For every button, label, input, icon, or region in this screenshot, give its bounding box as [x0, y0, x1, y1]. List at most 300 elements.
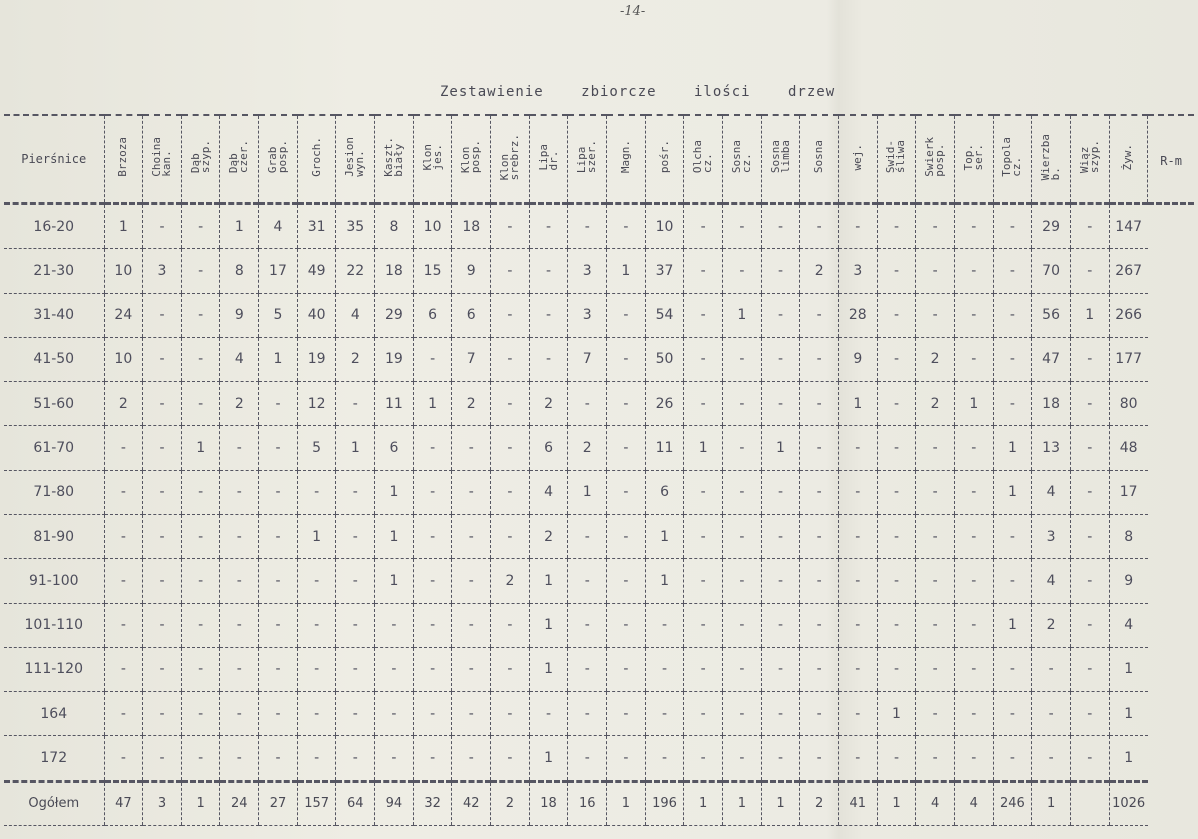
table-cell: - — [993, 559, 1032, 603]
table-cell: - — [259, 736, 298, 781]
table-cell: 17 — [1109, 470, 1148, 514]
table-cell: - — [452, 559, 491, 603]
table-cell: - — [838, 514, 877, 558]
table-cell: - — [529, 337, 568, 381]
table-cell: 7 — [452, 337, 491, 381]
table-cell: 3 — [568, 293, 607, 337]
table-cell: 29 — [1032, 204, 1071, 249]
table-cell: - — [877, 426, 916, 470]
row-label: 111-120 — [4, 647, 104, 691]
column-header — [181, 115, 220, 204]
table-cell: - — [761, 736, 800, 781]
table-body — [4, 204, 1194, 826]
table-cell: - — [491, 249, 530, 293]
table-cell: 37 — [645, 249, 684, 293]
table-cell: - — [877, 514, 916, 558]
column-header-label: Lipa dr. — [536, 143, 560, 171]
table-cell: 2 — [916, 382, 955, 426]
total-cell: 18 — [529, 781, 568, 825]
table-cell: - — [375, 692, 414, 736]
table-cell: - — [452, 736, 491, 781]
table-cell: 2 — [529, 382, 568, 426]
table-cell: 9 — [838, 337, 877, 381]
table-title: Zestawienie zbiorcze ilości drzew — [440, 84, 836, 100]
table-cell: - — [1070, 426, 1109, 470]
table-cell: - — [993, 382, 1032, 426]
table-cell: 18 — [375, 249, 414, 293]
table-cell: 4 — [1032, 559, 1071, 603]
column-header-label: Klon posp. — [459, 140, 483, 174]
row-label: 71-80 — [4, 470, 104, 514]
table-cell: - — [104, 736, 143, 781]
column-header — [452, 115, 491, 204]
table-cell: - — [220, 559, 259, 603]
table-cell: - — [529, 204, 568, 249]
table-cell: - — [800, 426, 839, 470]
table-row — [4, 692, 1194, 736]
total-cell: 1 — [723, 781, 762, 825]
total-cell: 27 — [259, 781, 298, 825]
table-cell: - — [452, 470, 491, 514]
column-header-label: Klon srebrz. — [497, 133, 521, 181]
table-cell: - — [491, 692, 530, 736]
table-cell: - — [916, 603, 955, 647]
table-row — [4, 559, 1194, 603]
row-label: 101-110 — [4, 603, 104, 647]
column-header-label: Swid- śliwa — [884, 140, 908, 174]
column-header — [800, 115, 839, 204]
table-cell: 6 — [413, 293, 452, 337]
table-cell: 13 — [1032, 426, 1071, 470]
table-cell: 10 — [104, 249, 143, 293]
column-header — [916, 115, 955, 204]
table-cell: - — [877, 249, 916, 293]
table-cell: - — [954, 293, 993, 337]
table-cell: - — [607, 382, 646, 426]
table-cell: - — [684, 382, 723, 426]
table-cell: - — [491, 293, 530, 337]
table-cell: - — [336, 692, 375, 736]
table-cell: 3 — [838, 249, 877, 293]
table-cell: - — [568, 204, 607, 249]
table-cell: - — [1070, 204, 1109, 249]
table-cell: 2 — [800, 249, 839, 293]
table-cell: 1 — [529, 736, 568, 781]
table-cell: 5 — [297, 426, 336, 470]
table-cell: 22 — [336, 249, 375, 293]
table-cell: 2 — [452, 382, 491, 426]
table-cell: - — [838, 426, 877, 470]
column-header-label: pośr. — [657, 140, 671, 174]
table-cell: 266 — [1109, 293, 1148, 337]
table-cell: 4 — [259, 204, 298, 249]
table-cell: 50 — [645, 337, 684, 381]
table-cell: - — [491, 426, 530, 470]
table-cell: - — [684, 603, 723, 647]
tree-summary-table — [4, 114, 1194, 826]
table-cell: - — [723, 647, 762, 691]
table-cell: 1 — [993, 603, 1032, 647]
table-cell: - — [1032, 692, 1071, 736]
total-cell: 64 — [336, 781, 375, 825]
table-cell: 24 — [104, 293, 143, 337]
table-cell: - — [916, 249, 955, 293]
table-cell: 2 — [529, 514, 568, 558]
total-cell: 42 — [452, 781, 491, 825]
column-header-label: Swierk posp. — [923, 137, 947, 177]
total-cell: 1026 — [1109, 781, 1148, 825]
table-cell: 12 — [297, 382, 336, 426]
table-cell: - — [568, 647, 607, 691]
table-cell: - — [761, 249, 800, 293]
total-cell: 41 — [838, 781, 877, 825]
column-header-label: Wierzba b. — [1039, 133, 1063, 181]
table-row — [4, 426, 1194, 470]
total-cell: 4 — [954, 781, 993, 825]
table-cell: - — [954, 647, 993, 691]
total-cell: 1 — [1032, 781, 1071, 825]
column-header-label: Dąb szyp. — [188, 140, 212, 174]
table-cell: - — [877, 337, 916, 381]
table-cell: - — [800, 470, 839, 514]
table-cell: - — [1070, 337, 1109, 381]
table-cell: - — [104, 692, 143, 736]
table-cell: - — [181, 337, 220, 381]
table-cell: - — [723, 204, 762, 249]
column-header — [1070, 115, 1109, 204]
table-cell: - — [336, 470, 375, 514]
column-header — [104, 115, 143, 204]
total-cell: 16 — [568, 781, 607, 825]
column-header-label: R-m — [1160, 153, 1182, 168]
table-cell: - — [761, 204, 800, 249]
table-cell: - — [1032, 736, 1071, 781]
table-cell: - — [143, 470, 182, 514]
table-cell: - — [916, 559, 955, 603]
table-cell: - — [336, 603, 375, 647]
column-header — [297, 115, 336, 204]
table-cell: - — [529, 249, 568, 293]
column-header — [954, 115, 993, 204]
table-cell: 6 — [645, 470, 684, 514]
table-cell: - — [993, 692, 1032, 736]
table-cell: 1 — [529, 647, 568, 691]
table-cell: - — [181, 382, 220, 426]
table-cell: 26 — [645, 382, 684, 426]
table-cell: 1 — [1109, 736, 1148, 781]
table-cell: - — [877, 382, 916, 426]
total-cell: 196 — [645, 781, 684, 825]
table-cell: - — [413, 692, 452, 736]
table-cell: - — [336, 647, 375, 691]
table-cell: 70 — [1032, 249, 1071, 293]
table-cell: 1 — [1109, 647, 1148, 691]
table-cell: - — [916, 736, 955, 781]
table-cell: - — [452, 603, 491, 647]
table-cell: - — [916, 426, 955, 470]
table-cell: - — [800, 514, 839, 558]
table-cell: - — [375, 603, 414, 647]
table-cell: - — [181, 647, 220, 691]
row-label: 51-60 — [4, 382, 104, 426]
table-cell: - — [954, 514, 993, 558]
table-cell: - — [259, 426, 298, 470]
table-cell: - — [607, 337, 646, 381]
table-cell: 3 — [568, 249, 607, 293]
table-cell: - — [761, 514, 800, 558]
column-header — [1032, 115, 1071, 204]
column-header-label: Top. ser. — [961, 143, 985, 171]
table-cell: 4 — [1032, 470, 1071, 514]
column-header — [336, 115, 375, 204]
table-cell: 1 — [993, 470, 1032, 514]
table-cell: 4 — [529, 470, 568, 514]
table-cell: - — [220, 470, 259, 514]
table-cell: - — [684, 647, 723, 691]
table-cell: - — [684, 514, 723, 558]
total-cell: 24 — [220, 781, 259, 825]
table-cell: - — [568, 382, 607, 426]
column-header — [607, 115, 646, 204]
table-cell: - — [143, 382, 182, 426]
table-cell: 1 — [375, 559, 414, 603]
table-cell: - — [568, 692, 607, 736]
table-cell: 1 — [1070, 293, 1109, 337]
column-header — [838, 115, 877, 204]
table-cell: - — [259, 603, 298, 647]
table-cell: - — [297, 470, 336, 514]
table-cell: 2 — [916, 337, 955, 381]
column-header-label: Kaszt. biały — [381, 137, 405, 177]
table-cell: - — [684, 692, 723, 736]
total-cell: 1 — [684, 781, 723, 825]
table-cell: 11 — [375, 382, 414, 426]
table-cell: - — [259, 382, 298, 426]
column-header-label: Jesion wyn. — [343, 137, 367, 177]
column-header — [723, 115, 762, 204]
table-cell: - — [800, 559, 839, 603]
table-cell: 2 — [568, 426, 607, 470]
table-cell: 2 — [104, 382, 143, 426]
table-cell: 15 — [413, 249, 452, 293]
column-header — [143, 115, 182, 204]
column-header — [1109, 115, 1148, 204]
table-cell: - — [529, 692, 568, 736]
total-cell: 47 — [104, 781, 143, 825]
column-header-label: Klon jes. — [420, 143, 444, 171]
table-cell: - — [838, 470, 877, 514]
table-cell: - — [1070, 382, 1109, 426]
table-cell: - — [645, 692, 684, 736]
table-cell: - — [761, 647, 800, 691]
table-cell: - — [181, 736, 220, 781]
table-cell: 4 — [336, 293, 375, 337]
row-label: 81-90 — [4, 514, 104, 558]
table-cell: 1 — [181, 426, 220, 470]
table-cell: - — [413, 559, 452, 603]
table-cell: - — [723, 382, 762, 426]
table-cell: - — [220, 603, 259, 647]
table-cell: 80 — [1109, 382, 1148, 426]
table-cell: - — [800, 603, 839, 647]
table-cell: 19 — [375, 337, 414, 381]
table-cell: - — [684, 204, 723, 249]
table-cell: - — [838, 736, 877, 781]
table-cell: 2 — [336, 337, 375, 381]
table-cell: - — [800, 293, 839, 337]
table-cell: - — [877, 293, 916, 337]
table-cell: 1 — [104, 204, 143, 249]
table-cell: - — [104, 426, 143, 470]
table-cell: - — [297, 603, 336, 647]
table-cell: - — [181, 293, 220, 337]
column-header — [568, 115, 607, 204]
row-label: 172 — [4, 736, 104, 781]
column-header-label: Olcha cz. — [691, 140, 715, 174]
table-cell: - — [220, 647, 259, 691]
table-cell: - — [761, 603, 800, 647]
table-cell: - — [259, 647, 298, 691]
row-label: 41-50 — [4, 337, 104, 381]
column-header-label: Grab posp. — [265, 140, 289, 174]
table-cell: - — [993, 647, 1032, 691]
table-row — [4, 249, 1194, 293]
table-cell: 4 — [220, 337, 259, 381]
total-cell: 2 — [800, 781, 839, 825]
table-cell: - — [491, 514, 530, 558]
table-cell: - — [452, 426, 491, 470]
row-label: 31-40 — [4, 293, 104, 337]
table-cell: - — [877, 470, 916, 514]
column-header — [1148, 115, 1194, 204]
table-cell: 35 — [336, 204, 375, 249]
column-header — [684, 115, 723, 204]
table-cell: 10 — [104, 337, 143, 381]
table-row — [4, 647, 1194, 691]
table-row — [4, 736, 1194, 781]
table-cell: - — [568, 736, 607, 781]
column-header-label: Brzoza — [116, 137, 130, 177]
table-cell: - — [877, 647, 916, 691]
table-cell: - — [220, 426, 259, 470]
table-cell: 40 — [297, 293, 336, 337]
table-cell: 19 — [297, 337, 336, 381]
total-row — [4, 781, 1194, 825]
table-cell: - — [723, 337, 762, 381]
table-cell: - — [413, 647, 452, 691]
total-cell: 1 — [181, 781, 220, 825]
column-header-label: Magn. — [618, 140, 632, 174]
table-cell: - — [297, 647, 336, 691]
table-cell: 1 — [568, 470, 607, 514]
table-cell: - — [916, 647, 955, 691]
row-header-label: Pierśnice — [4, 115, 104, 204]
table-cell: 1 — [220, 204, 259, 249]
column-header-label: Sosna limba — [768, 140, 792, 174]
table-cell: - — [877, 559, 916, 603]
table-cell: - — [143, 559, 182, 603]
table-cell: 9 — [1109, 559, 1148, 603]
table-cell: - — [143, 204, 182, 249]
table-cell: - — [491, 647, 530, 691]
table-cell: - — [800, 647, 839, 691]
table-cell: - — [800, 692, 839, 736]
column-header — [529, 115, 568, 204]
table-cell: - — [413, 736, 452, 781]
table-cell: 17 — [259, 249, 298, 293]
table-cell: 28 — [838, 293, 877, 337]
table-cell: 1 — [838, 382, 877, 426]
table-cell: - — [838, 647, 877, 691]
table-cell: - — [568, 603, 607, 647]
table-cell: - — [684, 470, 723, 514]
table-cell: - — [336, 514, 375, 558]
table-cell: - — [954, 426, 993, 470]
total-cell: 246 — [993, 781, 1032, 825]
total-cell: 32 — [413, 781, 452, 825]
table-cell: 177 — [1109, 337, 1148, 381]
column-header — [877, 115, 916, 204]
table-cell: - — [1070, 249, 1109, 293]
table-cell: - — [1070, 559, 1109, 603]
table-cell: - — [607, 293, 646, 337]
table-cell: - — [877, 603, 916, 647]
table-cell: - — [181, 470, 220, 514]
table-cell: 54 — [645, 293, 684, 337]
table-cell: - — [568, 514, 607, 558]
table-cell: - — [181, 514, 220, 558]
table-cell: - — [259, 559, 298, 603]
table-cell: 8 — [375, 204, 414, 249]
table-cell: 9 — [452, 249, 491, 293]
table-cell: - — [645, 603, 684, 647]
table-cell: - — [723, 426, 762, 470]
table-cell: 5 — [259, 293, 298, 337]
table-cell: 147 — [1109, 204, 1148, 249]
row-label: 16-20 — [4, 204, 104, 249]
table-cell: - — [259, 514, 298, 558]
table-cell: - — [684, 293, 723, 337]
column-header — [993, 115, 1032, 204]
table-cell: 6 — [529, 426, 568, 470]
table-cell: - — [607, 603, 646, 647]
table-cell: 1 — [607, 249, 646, 293]
table-cell: - — [104, 559, 143, 603]
column-header — [645, 115, 684, 204]
column-header-label: Wiąz szyp. — [1077, 140, 1101, 174]
table-cell: 18 — [1032, 382, 1071, 426]
table-cell: - — [452, 692, 491, 736]
table-cell: - — [413, 426, 452, 470]
table-cell: - — [181, 559, 220, 603]
table-cell: - — [607, 514, 646, 558]
table-cell: - — [491, 382, 530, 426]
table-cell: - — [993, 204, 1032, 249]
row-label: 91-100 — [4, 559, 104, 603]
table-cell: 8 — [220, 249, 259, 293]
column-header-label: Żyw. — [1121, 143, 1135, 171]
table-cell: - — [800, 204, 839, 249]
table-cell: 9 — [220, 293, 259, 337]
table-cell: - — [297, 559, 336, 603]
table-cell: - — [259, 692, 298, 736]
table-cell: - — [645, 736, 684, 781]
table-row — [4, 470, 1194, 514]
table-cell: 6 — [375, 426, 414, 470]
table-cell: 1 — [993, 426, 1032, 470]
table-cell: - — [491, 470, 530, 514]
table-cell: - — [954, 736, 993, 781]
